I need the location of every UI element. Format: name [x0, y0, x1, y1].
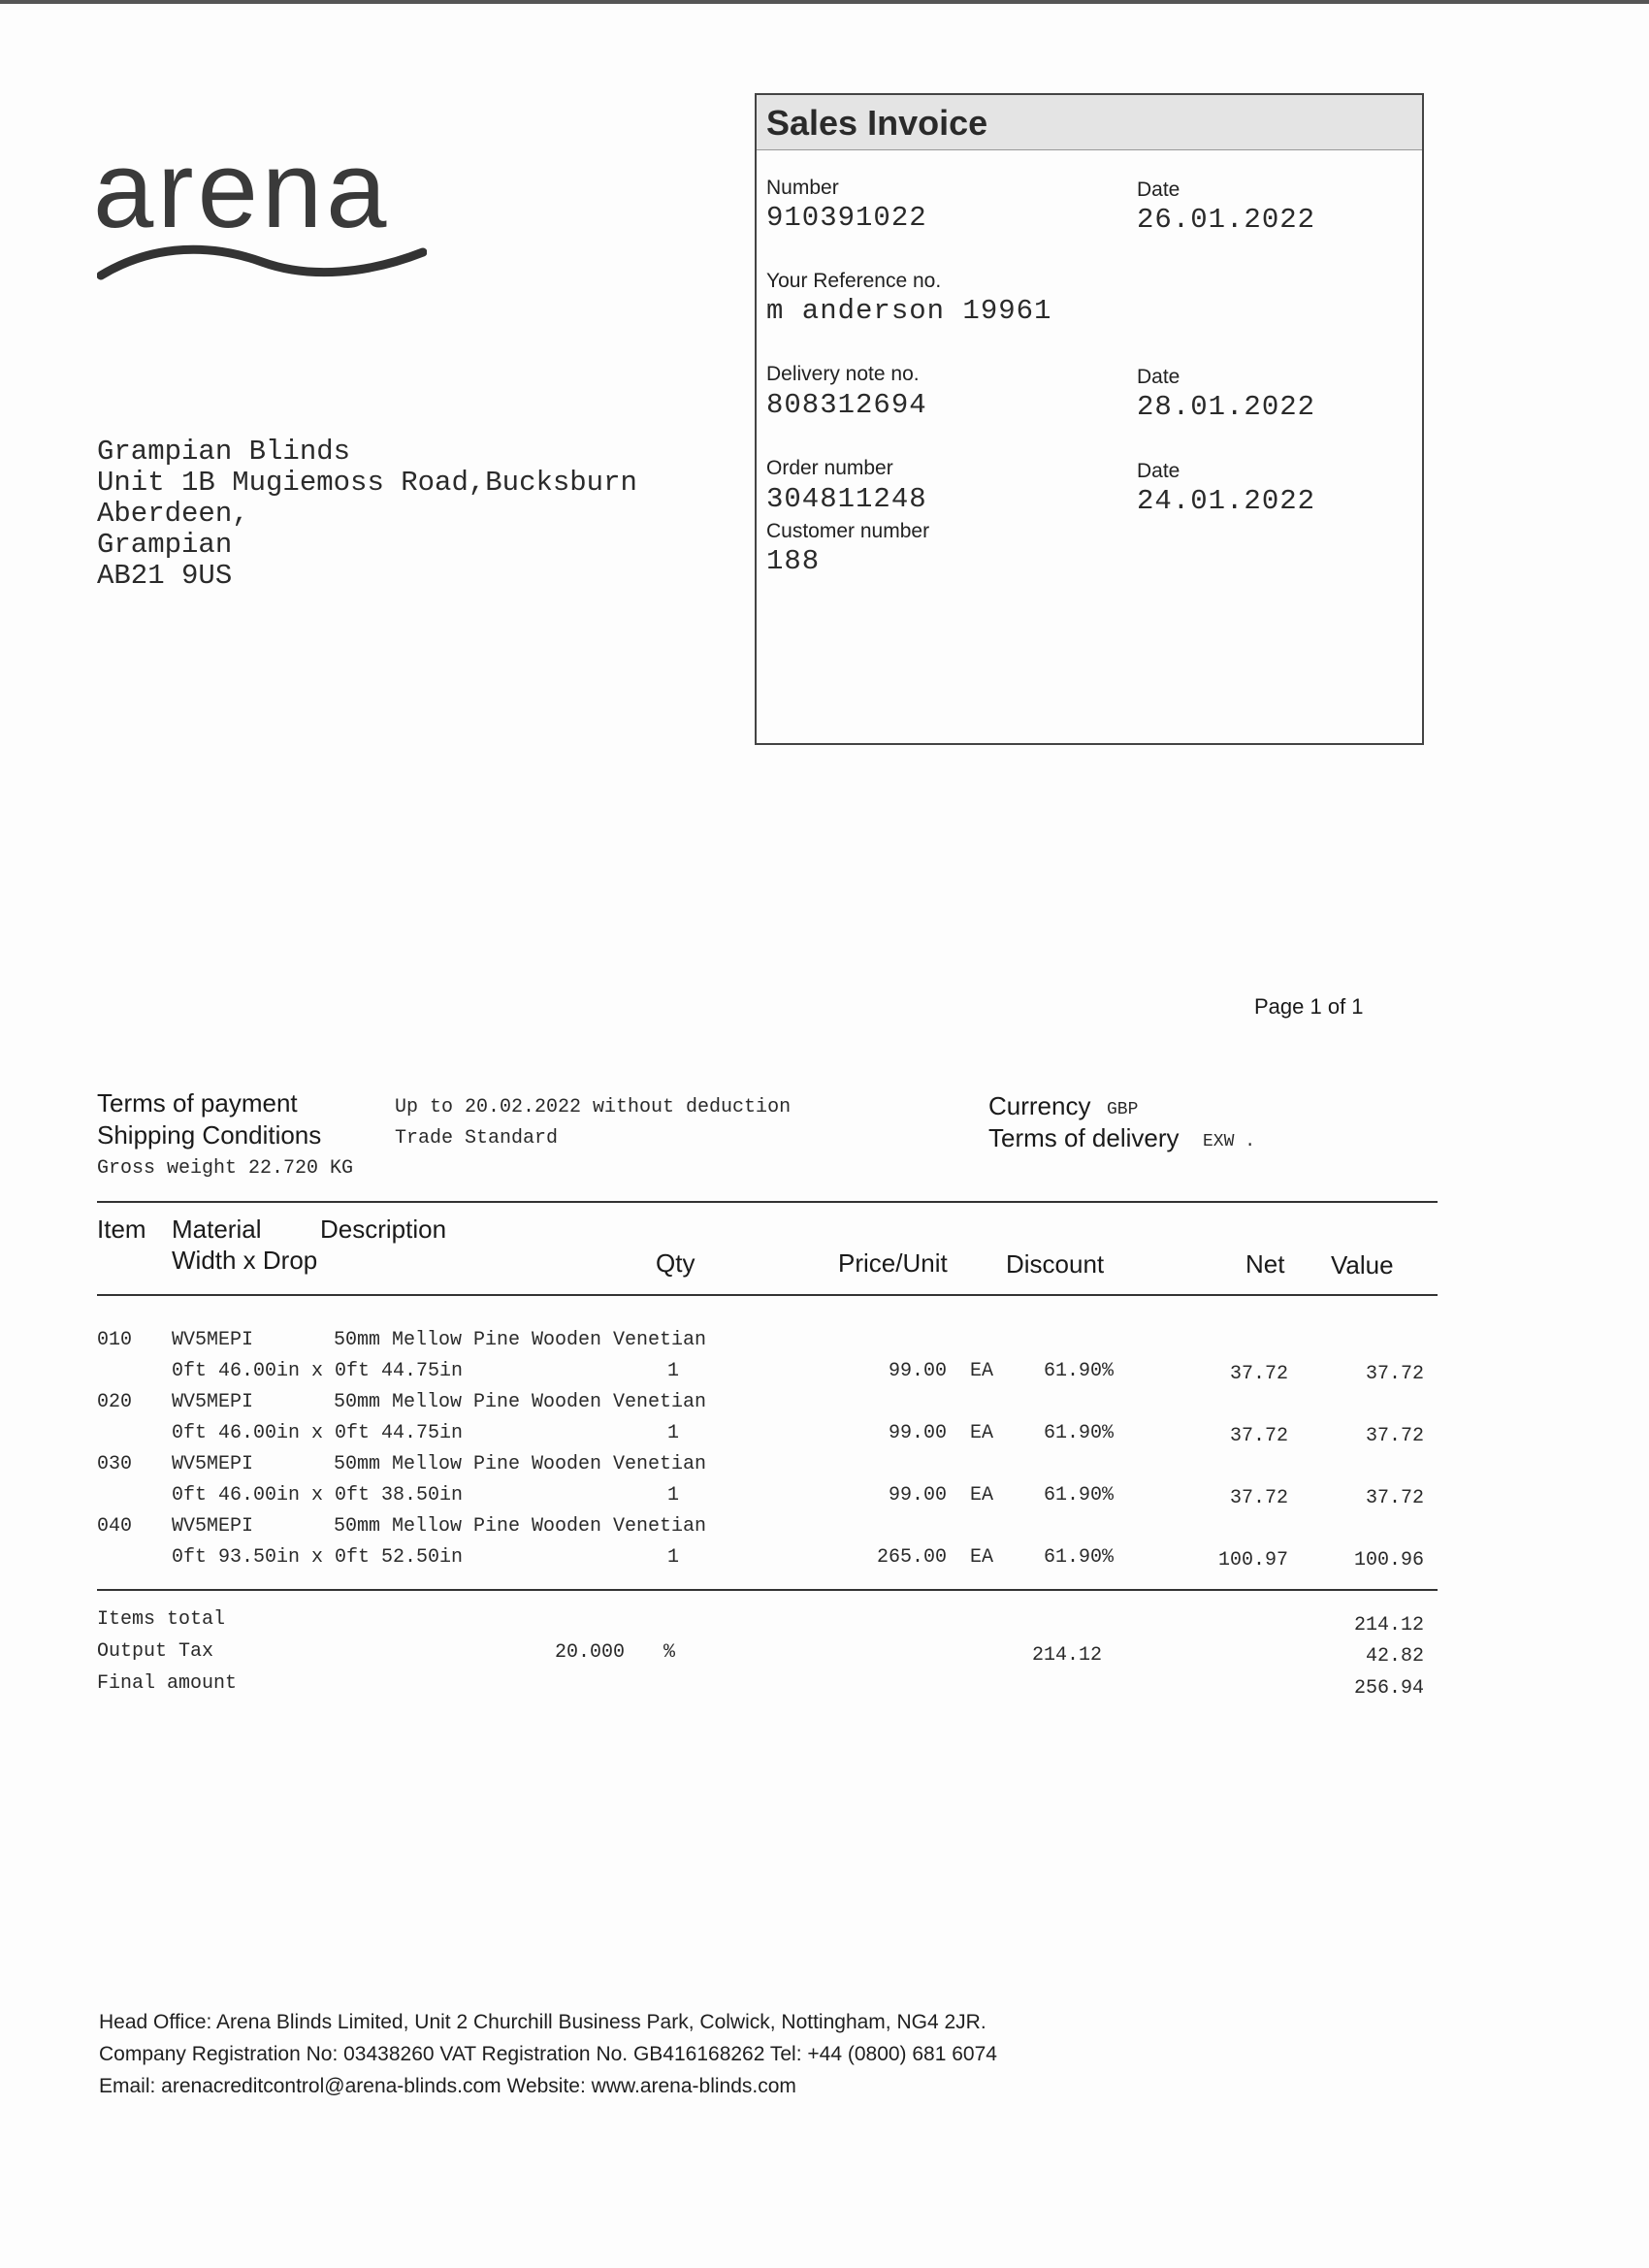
- delivery-note-number: 808312694: [766, 389, 927, 421]
- company-footer: [99, 2006, 997, 2102]
- logo-swoosh-icon: [97, 233, 427, 291]
- line-item-price: 99.00: [888, 1484, 947, 1507]
- col-header-price-unit: Price/Unit: [838, 1248, 948, 1278]
- items-total-value: 214.12: [1353, 1614, 1424, 1636]
- line-item-discount: 61.90%: [1043, 1484, 1114, 1507]
- delivery-date-label: Date: [1137, 366, 1180, 388]
- invoice-header-bar: [757, 95, 1422, 150]
- divider: [97, 1201, 1438, 1203]
- delivery-note-label: Delivery note no.: [766, 363, 920, 385]
- line-item-size: 0ft 46.00in x 0ft 38.50in: [172, 1484, 464, 1507]
- final-amount-value: 256.94: [1353, 1677, 1424, 1700]
- line-item-qty: 1: [666, 1422, 679, 1444]
- number-label: Number: [766, 177, 839, 199]
- order-number-label: Order number: [766, 457, 893, 479]
- terms-of-delivery-value: EXW .: [1203, 1132, 1256, 1151]
- delivery-date: 28.01.2022: [1137, 391, 1316, 423]
- line-item-item: 020: [97, 1391, 133, 1413]
- col-header-material: Material: [172, 1215, 262, 1244]
- customer-address: [97, 437, 637, 592]
- output-tax-percent: %: [663, 1641, 676, 1664]
- customer-number: 188: [766, 545, 821, 577]
- line-item-size: 0ft 46.00in x 0ft 44.75in: [172, 1422, 464, 1444]
- output-tax-label: Output Tax: [97, 1640, 214, 1663]
- line-item-discount: 61.90%: [1043, 1422, 1114, 1444]
- line-item-net: 37.72: [1229, 1363, 1288, 1385]
- line-item-unit: EA: [970, 1546, 994, 1569]
- line-item-material: WV5MEPI: [172, 1329, 254, 1351]
- reference-value: m anderson 19961: [766, 295, 1052, 327]
- line-item-item: 010: [97, 1329, 133, 1351]
- output-tax-rate: 20.000: [554, 1641, 625, 1664]
- footer-contact: Email: arenacreditcontrol@arena-blinds.com Website: www.arena-blinds.com: [99, 2075, 796, 2097]
- line-item-price: 265.00: [876, 1546, 947, 1569]
- output-tax-value: 42.82: [1365, 1645, 1424, 1668]
- shipping-conditions-label: Shipping Conditions: [97, 1120, 322, 1150]
- customer-number-label: Customer number: [766, 520, 930, 542]
- line-item-discount: 61.90%: [1043, 1360, 1114, 1382]
- top-edge-rule: [0, 0, 1649, 4]
- col-header-discount: Discount: [1006, 1249, 1105, 1279]
- line-item-material: WV5MEPI: [172, 1391, 254, 1413]
- line-item-item: 030: [97, 1453, 133, 1475]
- footer-registration: Company Registration No: 03438260 VAT Registration No. GB416168262 Tel: +44 (0800) 681 6074: [99, 2043, 997, 2065]
- col-header-net: Net: [1245, 1249, 1285, 1279]
- line-item-item: 040: [97, 1515, 133, 1538]
- col-header-qty: Qty: [656, 1248, 695, 1278]
- order-date-label: Date: [1137, 460, 1180, 482]
- line-item-price: 99.00: [888, 1422, 947, 1444]
- currency-label: Currency: [988, 1091, 1091, 1120]
- line-item-description: 50mm Mellow Pine Wooden Venetian: [334, 1391, 707, 1413]
- line-item-material: WV5MEPI: [172, 1515, 254, 1538]
- invoice-date: 26.01.2022: [1137, 204, 1316, 236]
- line-item-qty: 1: [666, 1484, 679, 1507]
- line-item-description: 50mm Mellow Pine Wooden Venetian: [334, 1329, 707, 1351]
- col-header-description: Description: [320, 1215, 447, 1244]
- line-item-net: 100.97: [1217, 1549, 1288, 1571]
- divider: [97, 1589, 1438, 1591]
- line-item-description: 50mm Mellow Pine Wooden Venetian: [334, 1515, 707, 1538]
- items-total-label: Items total: [97, 1608, 226, 1631]
- line-item-qty: 1: [666, 1546, 679, 1569]
- line-item-discount: 61.90%: [1043, 1546, 1114, 1569]
- line-item-unit: EA: [970, 1360, 994, 1382]
- address-line: Grampian Blinds: [97, 436, 351, 468]
- terms-of-delivery-label: Terms of delivery: [988, 1123, 1180, 1152]
- gross-weight: Gross weight 22.720 KG: [97, 1157, 354, 1180]
- reference-label: Your Reference no.: [766, 270, 942, 292]
- divider: [97, 1294, 1438, 1296]
- invoice-title: Sales Invoice: [766, 103, 988, 143]
- invoice-details-box: [755, 93, 1424, 745]
- line-item-value: 37.72: [1365, 1363, 1424, 1385]
- address-line: Grampian: [97, 529, 233, 561]
- line-item-value: 100.96: [1353, 1549, 1424, 1571]
- col-header-value: Value: [1331, 1250, 1394, 1280]
- date-label: Date: [1137, 178, 1180, 201]
- line-item-qty: 1: [666, 1360, 679, 1382]
- line-item-size: 0ft 93.50in x 0ft 52.50in: [172, 1546, 464, 1569]
- line-item-value: 37.72: [1365, 1487, 1424, 1509]
- shipping-conditions-value: Trade Standard: [395, 1127, 559, 1150]
- col-header-width-drop: Width x Drop: [172, 1246, 318, 1275]
- line-item-price: 99.00: [888, 1360, 947, 1382]
- line-item-size: 0ft 46.00in x 0ft 44.75in: [172, 1360, 464, 1382]
- line-item-net: 37.72: [1229, 1487, 1288, 1509]
- arena-logo: [93, 129, 433, 291]
- line-item-description: 50mm Mellow Pine Wooden Venetian: [334, 1453, 707, 1475]
- footer-head-office: Head Office: Arena Blinds Limited, Unit 2 Churchill Business Park, Colwick, Nottingham, NG4 2JR.: [99, 2011, 986, 2033]
- order-date: 24.01.2022: [1137, 485, 1316, 517]
- line-item-value: 37.72: [1365, 1425, 1424, 1447]
- logo-wordmark: arena: [93, 129, 391, 250]
- address-line: AB21 9US: [97, 560, 233, 592]
- line-item-unit: EA: [970, 1422, 994, 1444]
- line-item-unit: EA: [970, 1484, 994, 1507]
- line-item-net: 37.72: [1229, 1425, 1288, 1447]
- col-header-item: Item: [97, 1215, 146, 1244]
- terms-of-payment-label: Terms of payment: [97, 1088, 298, 1118]
- final-amount-label: Final amount: [97, 1672, 238, 1695]
- invoice-number: 910391022: [766, 202, 927, 234]
- terms-of-payment-value: Up to 20.02.2022 without deduction: [395, 1096, 792, 1118]
- page-indicator: Page 1 of 1: [1254, 994, 1364, 1019]
- order-number: 304811248: [766, 483, 927, 515]
- line-item-material: WV5MEPI: [172, 1453, 254, 1475]
- currency-value: GBP: [1107, 1100, 1139, 1119]
- address-line: Unit 1B Mugiemoss Road,Bucksburn: [97, 467, 637, 499]
- address-line: Aberdeen,: [97, 498, 249, 530]
- output-tax-base: 214.12: [1031, 1644, 1102, 1667]
